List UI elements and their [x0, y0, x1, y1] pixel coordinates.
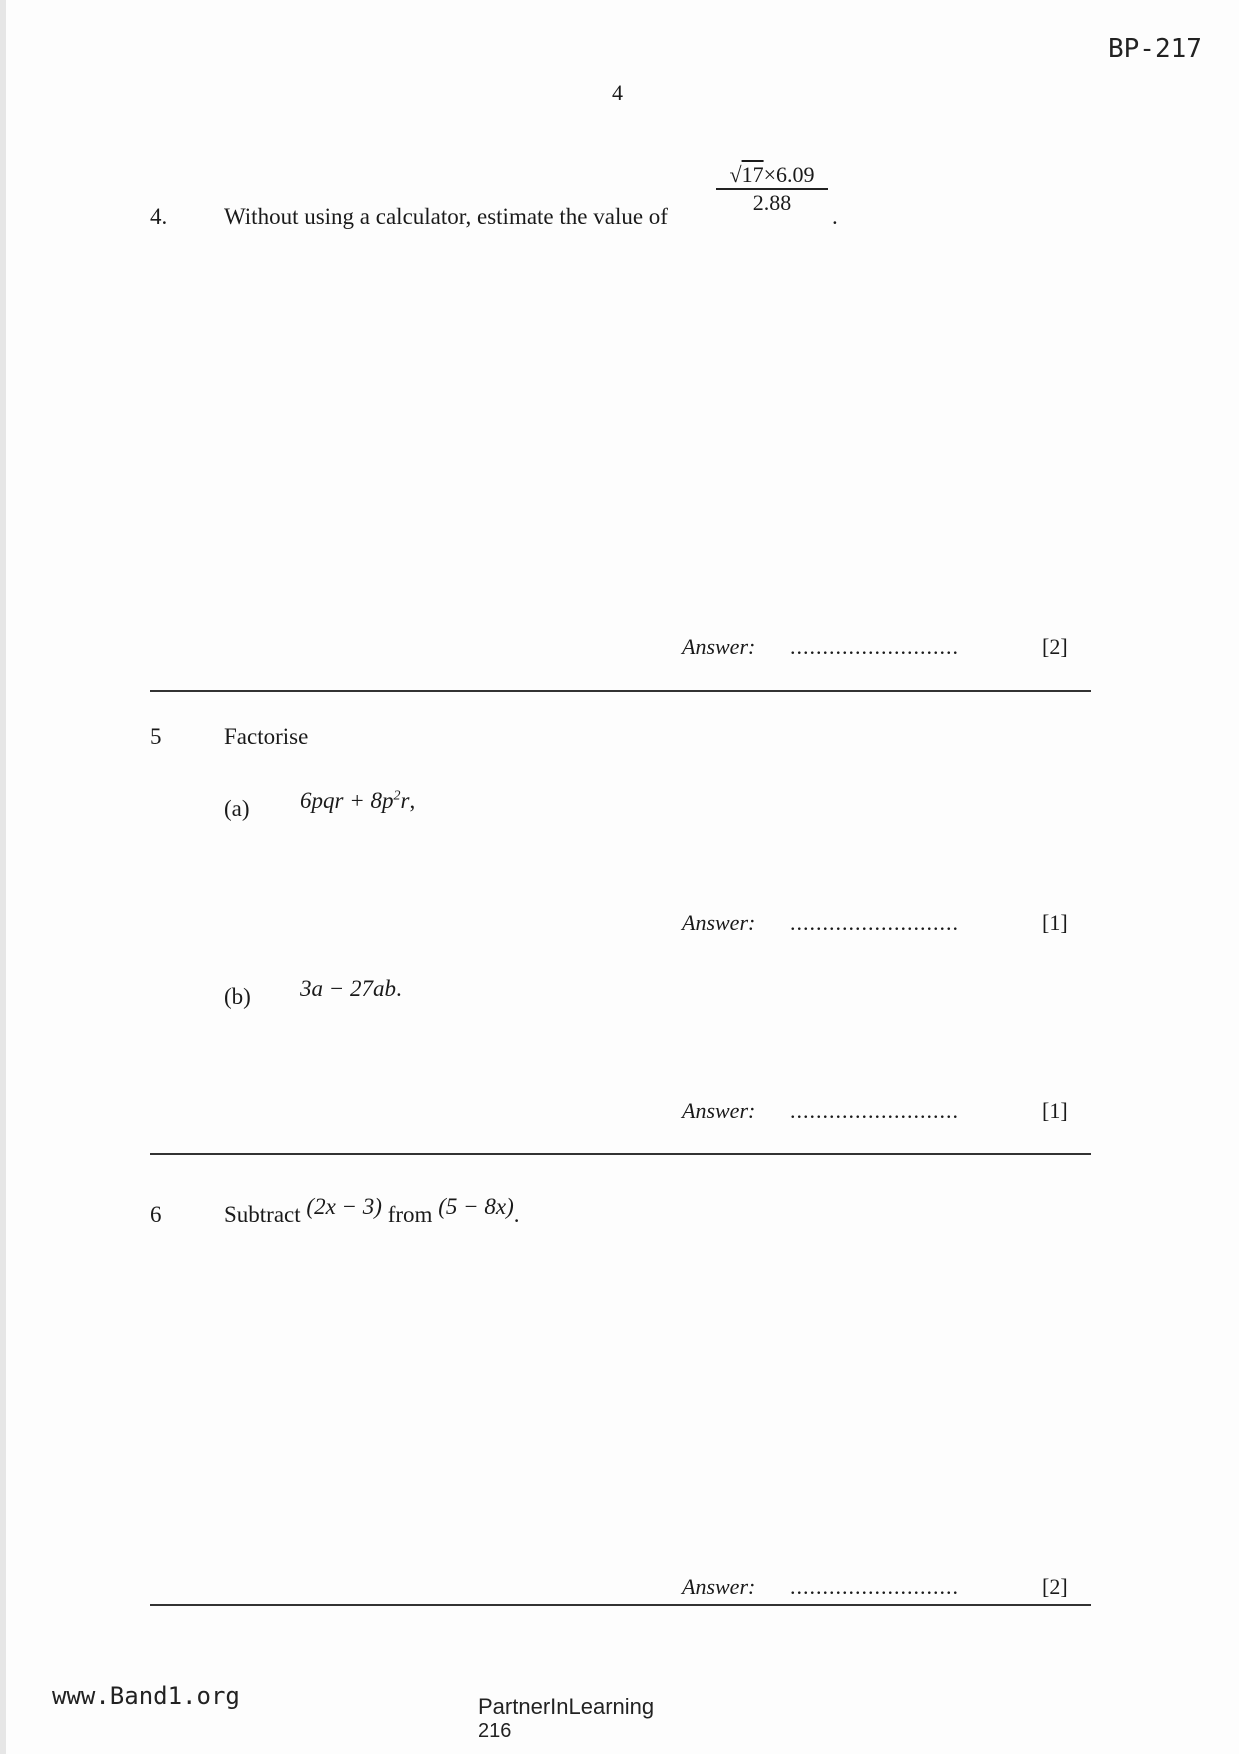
expression-b-main: 3a − 27ab [300, 976, 397, 1001]
marks: [2] [1042, 634, 1068, 659]
question-number: 4. [150, 204, 168, 229]
divider [150, 1153, 1091, 1155]
expression-1: (2x − 3) [306, 1194, 382, 1219]
sqrt-sign: √ [729, 162, 742, 187]
question-text: Factorise [224, 724, 309, 749]
divider [150, 690, 1091, 692]
marks: [2] [1042, 1574, 1068, 1599]
scan-edge [0, 0, 6, 1754]
answer-line [682, 1574, 1072, 1604]
paper-code: BP-217 [1108, 34, 1202, 64]
expression-2: (5 − 8x) [438, 1194, 514, 1219]
fraction-denominator: 2.88 [752, 190, 792, 215]
answer-label: Answer: [682, 634, 756, 659]
footer-partner: PartnerInLearning [478, 1694, 655, 1719]
expression-a-end: , [409, 788, 416, 813]
question-end: . [513, 1202, 520, 1227]
numerator-rest: ×6.09 [763, 162, 815, 187]
answer-line [682, 910, 1072, 940]
answer-dots: .......................... [790, 1574, 959, 1599]
expression-a-tail: r [400, 788, 410, 813]
question-number: 5 [150, 724, 162, 749]
answer-dots: .......................... [790, 910, 959, 935]
answer-dots: .......................... [790, 634, 959, 659]
divider [150, 1604, 1091, 1606]
expression-a-main: 6pqr + 8p [300, 788, 394, 813]
expression-a-exponent: 2 [393, 788, 401, 804]
question-text: Without using a calculator, estimate the value of [224, 204, 668, 229]
question-number: 6 [150, 1202, 162, 1227]
part-label-a: (a) [224, 796, 250, 821]
answer-label: Answer: [682, 910, 756, 935]
fraction-numerator [716, 162, 828, 190]
fraction [716, 162, 828, 216]
page-number: 4 [612, 80, 623, 105]
footer-page-ref: 216 [478, 1720, 512, 1742]
from-text: from [387, 1202, 433, 1227]
expression-b [300, 976, 402, 1002]
answer-line [682, 634, 1072, 664]
subtract-text: Subtract [224, 1202, 301, 1227]
answer-line [682, 1098, 1072, 1128]
footer-site: www.Band1.org [52, 1682, 240, 1710]
radicand: 17 [741, 162, 764, 187]
expression-b-end: . [396, 976, 402, 1001]
question-text [224, 1194, 520, 1228]
answer-label: Answer: [682, 1098, 756, 1123]
question-end: . [832, 204, 838, 229]
answer-label: Answer: [682, 1574, 756, 1599]
marks: [1] [1042, 910, 1068, 935]
part-label-b: (b) [224, 984, 251, 1009]
marks: [1] [1042, 1098, 1068, 1123]
expression-a [300, 788, 415, 814]
answer-dots: .......................... [790, 1098, 959, 1123]
